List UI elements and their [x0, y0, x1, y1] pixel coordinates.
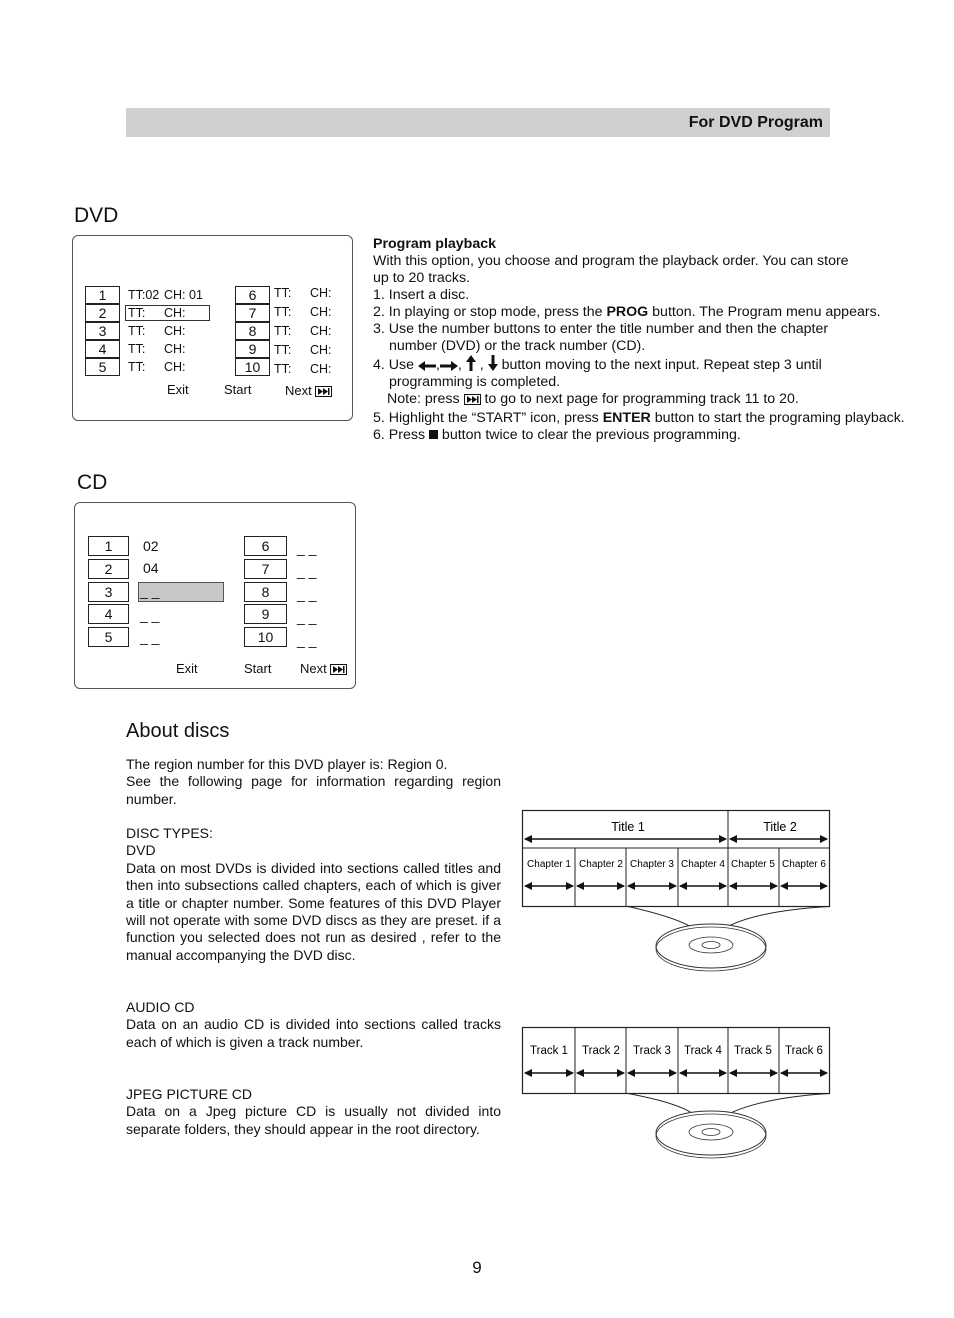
- dvd-chapter-field[interactable]: CH: 01: [164, 288, 203, 302]
- note-line: [373, 391, 933, 408]
- step-4-text-end: button moving to the next input. Repeat step 3 until: [497, 357, 822, 373]
- dvd-chapter-field[interactable]: CH:: [164, 306, 186, 320]
- track-label: Track 5: [734, 1045, 772, 1057]
- dvd-disc-text: Data on most DVDs is divided into sections called titles and then into subsections called chapters, each of which is giver a title or chapter number. Some features of this DVD Player will not operate with some DVD discs as they are preset. if a function you selected does not run as desired , refer to the manual accompanying the DVD disc.: [126, 859, 501, 963]
- step-3: 3. Use the number buttons to enter the title number and then the chapter: [373, 321, 829, 337]
- cd-next-button[interactable]: [300, 661, 347, 676]
- dvd-slot-number[interactable]: 10: [235, 358, 270, 376]
- dvd-exit-button[interactable]: Exit: [167, 382, 189, 397]
- cd-track-value[interactable]: _ _: [140, 629, 160, 645]
- cd-track-value[interactable]: _ _: [140, 607, 160, 623]
- audio-cd-info: [126, 999, 501, 1051]
- step-2-text: 2. In playing or stop mode, press the: [373, 304, 607, 320]
- dvd-chapter-field[interactable]: CH:: [310, 305, 332, 319]
- dvd-title-field[interactable]: TT:: [128, 306, 146, 320]
- dvd-slot-number[interactable]: 9: [235, 340, 270, 358]
- step-6: [373, 427, 933, 444]
- dvd-slot-number[interactable]: 2: [85, 304, 120, 322]
- jpeg-cd-info: [126, 1086, 501, 1138]
- dvd-slot-number[interactable]: 3: [85, 322, 120, 340]
- cd-track-value[interactable]: 02: [143, 538, 159, 554]
- track-label: Track 4: [684, 1045, 722, 1057]
- dvd-next-label: Next: [285, 383, 312, 398]
- intro-line: With this option, you choose and program the playback order. You can store: [373, 253, 849, 269]
- dvd-title-field[interactable]: TT:: [128, 360, 146, 374]
- step-2-text-end: button. The Program menu appears.: [648, 304, 881, 320]
- step-5-text-end: button to start the programing playback.: [650, 410, 905, 426]
- region-info: [126, 756, 501, 808]
- dvd-chapter-field[interactable]: CH:: [164, 360, 186, 374]
- step-5: [373, 410, 933, 427]
- note-text-end: to go to next page for programming track 11 to 20.: [480, 391, 799, 407]
- dvd-slot-number[interactable]: 7: [235, 304, 270, 322]
- chapter-label: Chapter 3: [630, 859, 674, 870]
- fast-forward-icon: [315, 386, 332, 397]
- dvd-title-field[interactable]: TT:: [274, 362, 292, 376]
- cd-track-value[interactable]: _ _: [297, 563, 317, 579]
- step-4-text: 4. Use: [373, 357, 418, 373]
- cd-slot-number[interactable]: 2: [88, 559, 129, 579]
- dvd-chapter-field[interactable]: CH:: [164, 342, 186, 356]
- step-4: 4. Use , , , button moving to the next input. Repeat step 3 until: [373, 357, 822, 373]
- cd-track-value[interactable]: _ _: [297, 609, 317, 625]
- cd-slot-number[interactable]: 9: [244, 604, 287, 624]
- jpeg-cd-text: Data on a Jpeg picture CD is usually not divided into separate folders, they should appear in the root directory.: [126, 1103, 501, 1137]
- step-1: 1. Insert a disc.: [373, 287, 470, 303]
- chapter-label: Chapter 6: [782, 859, 826, 870]
- step-2: [373, 304, 933, 321]
- cd-slot-number[interactable]: 8: [244, 582, 287, 602]
- cd-slot-number[interactable]: 3: [88, 582, 129, 602]
- dvd-slot-number[interactable]: 1: [85, 286, 120, 304]
- dvd-chapter-field[interactable]: CH:: [310, 362, 332, 376]
- stop-icon: [429, 430, 438, 439]
- region-line: The region number for this DVD player is: Region 0.: [126, 756, 448, 772]
- cd-slot-number[interactable]: 5: [88, 627, 129, 647]
- dvd-slot-number[interactable]: 8: [235, 322, 270, 340]
- dvd-title-field[interactable]: TT:: [274, 286, 292, 300]
- disc-icon: [656, 924, 766, 968]
- dvd-disc-heading: DVD: [126, 842, 156, 859]
- up-arrow-icon: [466, 355, 476, 371]
- chapter-label: Chapter 4: [681, 859, 725, 870]
- about-discs-title: About discs: [126, 720, 230, 742]
- cd-section-label: CD: [77, 471, 108, 494]
- title-label: Title 1: [611, 820, 645, 834]
- cd-track-value[interactable]: _ _: [297, 586, 317, 602]
- cd-next-label: Next: [300, 661, 327, 676]
- audio-cd-heading: AUDIO CD: [126, 999, 195, 1015]
- disc-icon: [656, 1111, 766, 1155]
- dvd-section-label: DVD: [74, 204, 119, 227]
- dvd-program-panel: [72, 235, 353, 421]
- fast-forward-icon: [464, 394, 481, 405]
- title-label: Title 2: [763, 820, 797, 834]
- chapter-label: Chapter 5: [731, 859, 775, 870]
- dvd-slot-number[interactable]: 5: [85, 358, 120, 376]
- cd-program-panel: [74, 502, 356, 689]
- dvd-title-field[interactable]: TT:: [274, 324, 292, 338]
- dvd-slot-number[interactable]: 6: [235, 286, 270, 304]
- dvd-title-field[interactable]: TT:: [128, 324, 146, 338]
- dvd-title-field[interactable]: TT:: [274, 343, 292, 357]
- dvd-title-field[interactable]: TT:02: [128, 288, 160, 302]
- down-arrow-icon: [488, 355, 498, 371]
- region-line: See the following page for information regarding region number.: [126, 773, 501, 807]
- header-bar: [126, 108, 830, 137]
- prog-key-label: PROG: [606, 304, 649, 320]
- dvd-chapter-field[interactable]: CH:: [310, 343, 332, 357]
- enter-key-label: ENTER: [602, 410, 651, 426]
- step-3-cont: number (DVD) or the track number (CD).: [389, 338, 646, 354]
- dvd-chapter-field[interactable]: CH:: [310, 324, 332, 338]
- dvd-structure-diagram: [520, 808, 832, 974]
- cd-track-value[interactable]: _ _: [297, 632, 317, 648]
- chapter-label: Chapter 1: [527, 859, 571, 870]
- dvd-chapter-field[interactable]: CH:: [164, 324, 186, 338]
- track-label: Track 2: [582, 1045, 620, 1057]
- chapter-label: Chapter 2: [579, 859, 623, 870]
- step-4-cont: programming is completed.: [389, 374, 561, 390]
- cd-exit-button[interactable]: Exit: [176, 661, 198, 676]
- cd-slot-number[interactable]: 6: [244, 536, 287, 556]
- dvd-title-field[interactable]: TT:: [274, 305, 292, 319]
- dvd-slot-number[interactable]: 4: [85, 340, 120, 358]
- cd-track-value[interactable]: _ _: [297, 540, 317, 556]
- left-arrow-icon: [418, 361, 436, 371]
- track-label: Track 1: [530, 1045, 568, 1057]
- fast-forward-icon: [330, 664, 347, 675]
- note-text: Note: press: [387, 391, 464, 407]
- audio-cd-text: Data on an audio CD is divided into sections called tracks each of which is given a track number.: [126, 1016, 501, 1050]
- page-number: 9: [472, 1258, 482, 1277]
- header-title: For DVD Program: [688, 114, 823, 131]
- step-6-text: 6. Press: [373, 427, 429, 443]
- right-arrow-icon: [440, 361, 458, 371]
- cd-track-value[interactable]: _ _: [140, 583, 160, 599]
- dvd-next-button[interactable]: [285, 383, 332, 398]
- cd-slot-number[interactable]: 1: [88, 536, 129, 556]
- cd-slot-number[interactable]: 7: [244, 559, 287, 579]
- jpeg-cd-heading: JPEG PICTURE CD: [126, 1086, 253, 1102]
- cd-track-value[interactable]: 04: [143, 560, 159, 576]
- dvd-chapter-field[interactable]: CH:: [310, 286, 332, 300]
- cd-structure-box: [523, 1028, 830, 1094]
- step-5-text: 5. Highlight the “START” icon, press: [373, 410, 603, 426]
- dvd-disc-info: [126, 825, 501, 964]
- cd-slot-number[interactable]: 10: [244, 627, 287, 647]
- program-playback-instructions: [373, 236, 933, 444]
- dvd-start-button[interactable]: Start: [224, 382, 252, 397]
- cd-start-button[interactable]: Start: [244, 661, 272, 676]
- track-label: Track 6: [785, 1045, 823, 1057]
- track-label: Track 3: [633, 1045, 671, 1057]
- step-6-text-end: button twice to clear the previous programming.: [437, 427, 741, 443]
- cd-slot-number[interactable]: 4: [88, 604, 129, 624]
- dvd-title-field[interactable]: TT:: [128, 342, 146, 356]
- intro-line: up to 20 tracks.: [373, 270, 470, 286]
- cd-structure-diagram: [520, 1025, 832, 1167]
- program-playback-title: Program playback: [373, 236, 497, 252]
- disc-types-heading: DISC TYPES:: [126, 825, 213, 841]
